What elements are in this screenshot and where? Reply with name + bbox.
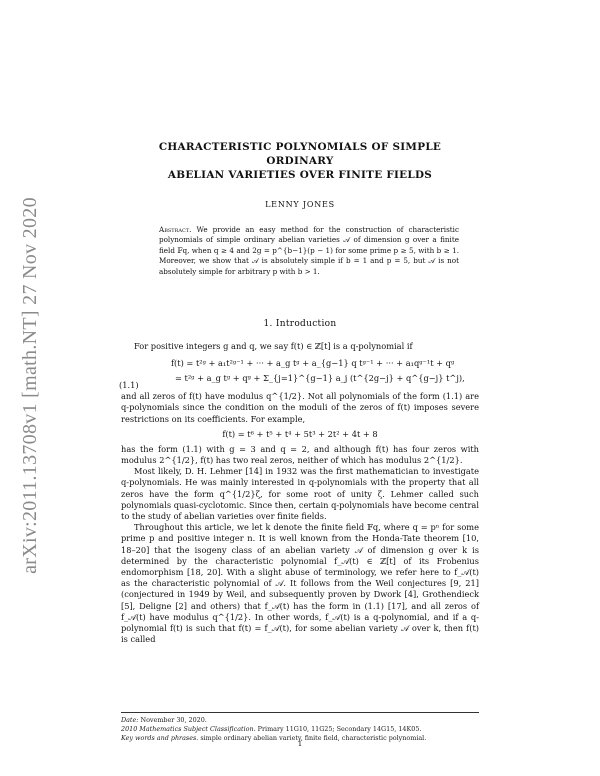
arxiv-sidebar — [10, 150, 50, 620]
intro-paragraph-2: and all zeros of f(t) have modulus q^{1/2}. Not all polynomials of the form (1.1) are q-polynomials since the condition on the moduli of the zeros of f(t) imposes severe restrictions on its coefficients. For example, — [121, 391, 479, 424]
arxiv-identifier: arXiv:2011.13708v1 [math.NT] 27 Nov 2020 — [18, 196, 41, 574]
equation-line-2: = t²ᵍ + a_g tᵍ + qᵍ + Σ_{j=1}^{g−1} a_j (t^{2g−j} + q^{g−j} t^j), — [175, 373, 465, 384]
paper-title — [131, 140, 469, 182]
title-line-2: ABELIAN VARIETIES OVER FINITE FIELDS — [167, 169, 433, 181]
msc-label: 2010 Mathematics Subject Classification. — [121, 725, 256, 733]
equation-1-1 — [119, 356, 479, 391]
keywords-label: Key words and phrases. — [121, 734, 199, 742]
equation-number: (1.1) — [119, 380, 139, 391]
msc-value: Primary 11G10, 11G25; Secondary 14G15, 14K05. — [257, 725, 422, 733]
equation-line-1: f(t) = t²ᵍ + a₁t²ᵍ⁻¹ + ··· + a_g tᵍ + a_{g−1} q tᵍ⁻¹ + ··· + a₁qᵍ⁻¹t + qᵍ — [171, 358, 455, 369]
abstract-text: We provide an easy method for the construction of characteristic polynomials of simple ordinary abelian varieties 𝒜 of dimension g over a finite field 𝔽q, when q ≥ 4 and 2g = p^{b−1}(p − 1) for some prime p ≥ 5, with b ≥ 1. Moreover, we show that 𝒜 is absolutely simple if b = 1 and p = 5, but 𝒜 is not absolutely simple for arbitrary p with b > 1. — [159, 225, 459, 276]
footnote-msc — [121, 725, 479, 734]
date-value: November 30, 2020. — [140, 716, 207, 724]
author-name: LENNY JONES — [265, 200, 335, 209]
date-label: Date: — [121, 716, 139, 724]
section-heading-introduction: 1. Introduction — [263, 319, 337, 330]
page-number: 1 — [297, 740, 303, 748]
footnote-date — [121, 716, 479, 725]
intro-paragraph-1: For positive integers g and q, we say f(t) ∈ ℤ[t] is a q-polynomial if — [134, 341, 413, 352]
paper-page — [121, 140, 479, 646]
intro-paragraph-3: has the form (1.1) with g = 3 and q = 2, and although f(t) has four zeros with modulus 2^{1/2}, f(t) has two real zeros, neither of which has modulus 2^{1/2}. — [121, 443, 479, 466]
keywords-value: simple ordinary abelian variety, finite field, characteristic polynomial. — [200, 734, 427, 742]
intro-paragraph-4: Most likely, D. H. Lehmer [14] in 1932 was the first mathematician to investigate q-polynomials. He was mainly interested in q-polynomials with the property that all zeros have the form q^{1/2}ζ, for some root of unity ζ. Lehmer called such polynomials quasi-cyclotomic. Since then, certain q-polynomials have become central to the study of abelian varieties over finite fields. — [121, 466, 479, 522]
title-line-1: CHARACTERISTIC POLYNOMIALS OF SIMPLE ORDINARY — [158, 141, 442, 167]
intro-paragraph-5: Throughout this article, we let k denote the finite field 𝔽q, where q = pⁿ for some prime p and positive integer n. It is well known from the Honda-Tate theorem [10, 18–20] that the isogeny class of an abelian variety 𝒜 of dimension g over k is determined by the characteristic polynomial f_𝒜(t) ∈ ℤ[t] of its Frobenius endomorphism [18, 20]. With a slight abuse of terminology, we refer here to f_𝒜(t) as the characteristic polynomial of 𝒜. It follows from the Weil conjectures [9, 21] (conjectured in 1949 by Weil, and subsequently proven by Dwork [4], Grothendieck [5], Deligne [2] and others) that f_𝒜(t) has the form in (1.1) [17], and all zeros of f_𝒜(t) have modulus q^{1/2}. In other words, f_𝒜(t) is a q-polynomial, and if a q-polynomial f(t) is such that f(t) = f_𝒜(t), for some abelian variety 𝒜 over k, then f(t) is called — [121, 522, 479, 645]
footnotes — [121, 712, 479, 743]
abstract — [159, 225, 459, 277]
example-equation: f(t) = t⁶ + t⁵ + t⁴ + 5t³ + 2t² + 4t + 8 — [222, 428, 378, 439]
abstract-label: Abstract. — [159, 225, 192, 234]
